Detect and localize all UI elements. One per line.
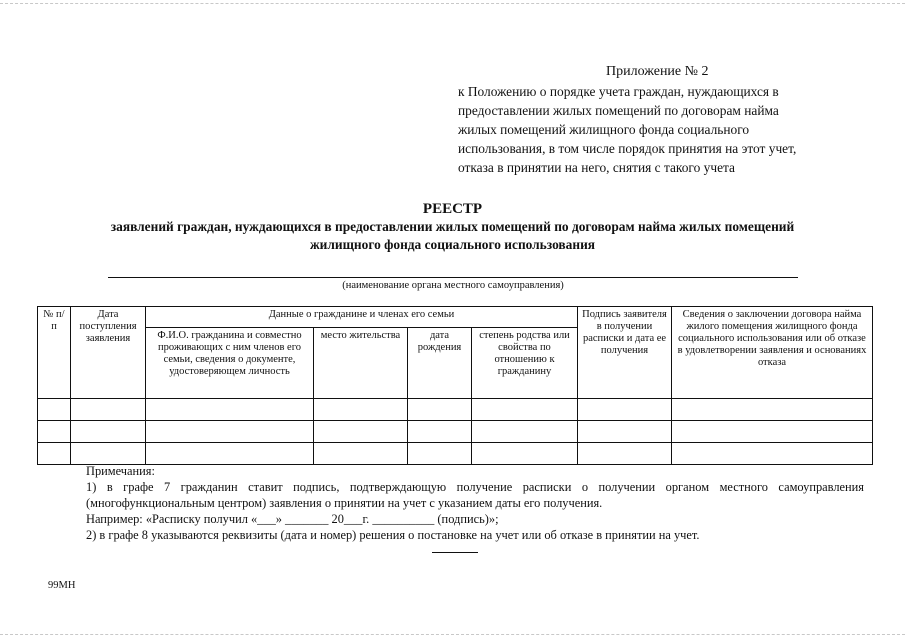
appendix-line: предоставлении жилых помещений по договорам найма bbox=[458, 103, 779, 118]
table-cell bbox=[38, 399, 71, 421]
table-cell bbox=[408, 421, 472, 443]
table-cell bbox=[314, 443, 408, 465]
table-cell bbox=[672, 399, 873, 421]
register-table bbox=[37, 306, 873, 465]
notes-section bbox=[42, 463, 864, 543]
appendix-line: к Положению о порядке учета граждан, нуждающихся в bbox=[458, 84, 779, 99]
table-cell bbox=[38, 443, 71, 465]
col-header-birthdate: дата рождения bbox=[408, 328, 472, 399]
table-header-row bbox=[38, 307, 873, 328]
table-cell bbox=[314, 421, 408, 443]
notes-header: Примечания: bbox=[86, 464, 155, 478]
appendix-line: использования, в том числе порядок принятия на этот учет, bbox=[458, 141, 797, 156]
page-edge-top bbox=[0, 3, 905, 4]
note-1: 1) в графе 7 гражданин ставит подпись, подтверждающую получение расписки о получении органом местного самоуправления (многофункциональным центром) заявления о принятии на учет с указанием даты его получения. bbox=[86, 480, 864, 510]
register-subtitle-line: жилищного фонда социального использования bbox=[309, 237, 596, 252]
table-cell bbox=[38, 421, 71, 443]
col-header-relation: степень родства или свойства по отношению к гражданину bbox=[472, 328, 578, 399]
table-row bbox=[38, 399, 873, 421]
col-header-signature: Подпись заявителя в получении расписки и дата ее получения bbox=[578, 307, 672, 399]
col-header-date: Дата поступления заявления bbox=[71, 307, 146, 399]
table-cell bbox=[472, 421, 578, 443]
table-cell bbox=[146, 421, 314, 443]
footer-code: 99МН bbox=[48, 580, 76, 591]
col-header-citizen-group: Данные о гражданине и членах его семьи bbox=[146, 307, 578, 328]
table-cell bbox=[71, 399, 146, 421]
table-cell bbox=[408, 399, 472, 421]
table-cell bbox=[578, 443, 672, 465]
table-cell bbox=[71, 443, 146, 465]
table-cell bbox=[472, 443, 578, 465]
appendix-line: отказа в принятии на него, снятия с такого учета bbox=[458, 160, 735, 175]
note-2: 2) в графе 8 указываются реквизиты (дата и номер) решения о постановке на учет или об отказе в принятии на учет. bbox=[86, 528, 700, 542]
appendix-title: Приложение № 2 bbox=[606, 64, 709, 79]
table-row bbox=[38, 421, 873, 443]
table-cell bbox=[672, 421, 873, 443]
table-cell bbox=[472, 399, 578, 421]
appendix-text bbox=[458, 82, 862, 177]
org-name-line bbox=[108, 277, 798, 278]
col-header-fio: Ф.И.О. гражданина и совместно проживающих с ним членов его семьи, сведения о документе, удостоверяющем личность bbox=[146, 328, 314, 399]
table-cell bbox=[314, 399, 408, 421]
appendix-line: жилых помещений жилищного фонда социального bbox=[458, 122, 750, 137]
table-row bbox=[38, 443, 873, 465]
register-subtitle-line: заявлений граждан, нуждающихся в предоставлении жилых помещений по договорам найма жилых помещений bbox=[110, 219, 795, 234]
note-example: Например: «Расписку получил «___» _______ 20___г. __________ (подпись)»; bbox=[86, 512, 499, 526]
register-title: РЕЕСТР bbox=[422, 201, 483, 217]
table-cell bbox=[408, 443, 472, 465]
org-name-caption: (наименование органа местного самоуправления) bbox=[342, 280, 564, 291]
page-edge-bottom bbox=[0, 634, 905, 635]
table-cell bbox=[146, 399, 314, 421]
end-divider bbox=[432, 552, 478, 553]
table-cell bbox=[146, 443, 314, 465]
register-subtitle bbox=[40, 218, 865, 254]
col-header-number: № п/п bbox=[38, 307, 71, 399]
col-header-residence: место жительства bbox=[314, 328, 408, 399]
col-header-contract: Сведения о заключении договора найма жилого помещения жилищного фонда социального использования или об отказе в удовлетворении заявления и основаниях отказа bbox=[672, 307, 873, 399]
table-cell bbox=[672, 443, 873, 465]
table-cell bbox=[578, 399, 672, 421]
table-cell bbox=[71, 421, 146, 443]
table-cell bbox=[578, 421, 672, 443]
